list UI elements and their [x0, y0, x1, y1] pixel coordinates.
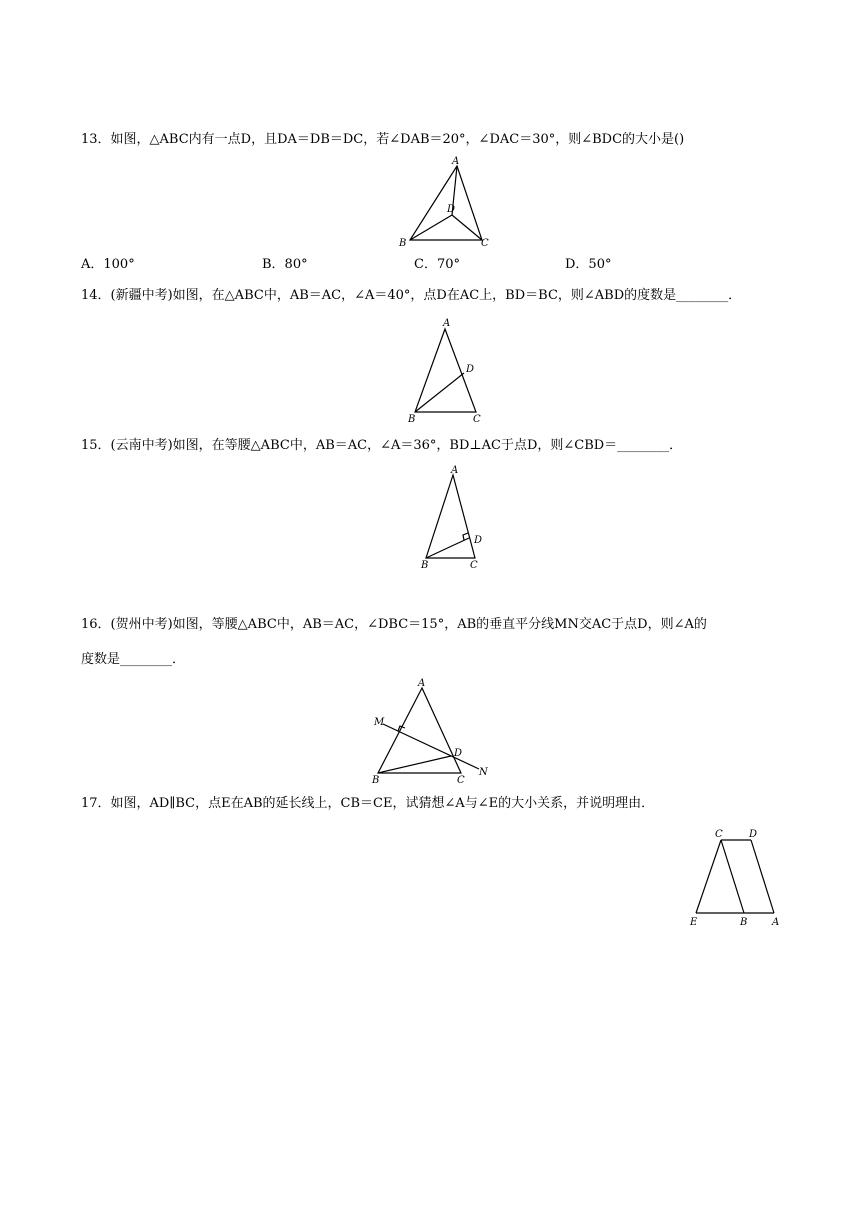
triangle-abc [426, 475, 475, 558]
label-m: M [374, 717, 385, 728]
segment-cb [721, 840, 744, 913]
question-14-figure [405, 314, 495, 426]
label-b: B [740, 917, 748, 928]
question-17-figure [688, 826, 788, 932]
label-c: C [457, 775, 465, 786]
label-a: A [772, 917, 780, 928]
option-b: B．80° [262, 257, 308, 272]
label-e: E [690, 917, 698, 928]
label-d: D [466, 364, 475, 375]
question-13-text: 13．如图，△ABC内有一点D，且DA＝DB＝DC，若∠DAB＝20°，∠DAC＝30°，则∠BDC的大小是() [81, 132, 685, 147]
label-d: D [749, 829, 758, 840]
label-c: C [715, 829, 723, 840]
triangle-abc [410, 166, 482, 240]
label-d: D [454, 748, 463, 759]
segment-bd [426, 538, 469, 558]
label-a: A [451, 465, 459, 476]
option-c: C．70° [414, 257, 460, 272]
segment-ce [696, 840, 721, 913]
label-b: B [399, 238, 407, 249]
question-16-text-line-2: 度数是________． [81, 652, 186, 667]
question-16-text-line-1: 16．(贺州中考)如图，等腰△ABC中，AB＝AC，∠DBC＝15°，AB的垂直平分线MN交AC于点D，则∠A的 [81, 617, 707, 632]
segment-db [410, 215, 452, 240]
triangle-abc [378, 688, 461, 773]
label-d: D [474, 535, 483, 546]
question-15-text: 15．(云南中考)如图，在等腰△ABC中，AB＝AC，∠A＝36°，BD⊥AC于点D，则∠CBD＝________． [81, 438, 683, 453]
question-15-figure [418, 463, 498, 571]
question-14-text: 14．(新疆中考)如图，在△ABC中，AB＝AC，∠A＝40°，点D在AC上，BD＝BC，则∠ABD的度数是________． [81, 288, 742, 303]
label-a: A [443, 318, 451, 329]
question-13-figure [395, 155, 495, 250]
label-b: B [372, 775, 380, 786]
label-d: D [447, 204, 456, 215]
question-16-figure [370, 674, 490, 786]
label-c: C [470, 560, 478, 571]
label-b: B [421, 560, 429, 571]
question-17-text: 17．如图，AD∥BC，点E在AB的延长线上，CB＝CE，试猜想∠A与∠E的大小关系，并说明理由． [81, 796, 655, 811]
label-n: N [479, 767, 488, 778]
label-c: C [473, 414, 481, 425]
label-c: C [481, 238, 489, 249]
label-b: B [408, 414, 416, 425]
line-mn [383, 724, 479, 769]
option-d: D．50° [565, 257, 612, 272]
label-a: A [418, 678, 426, 689]
segment-bd [378, 756, 451, 773]
segment-da [751, 840, 774, 913]
label-a: A [452, 156, 460, 167]
option-a: A．100° [81, 257, 135, 272]
